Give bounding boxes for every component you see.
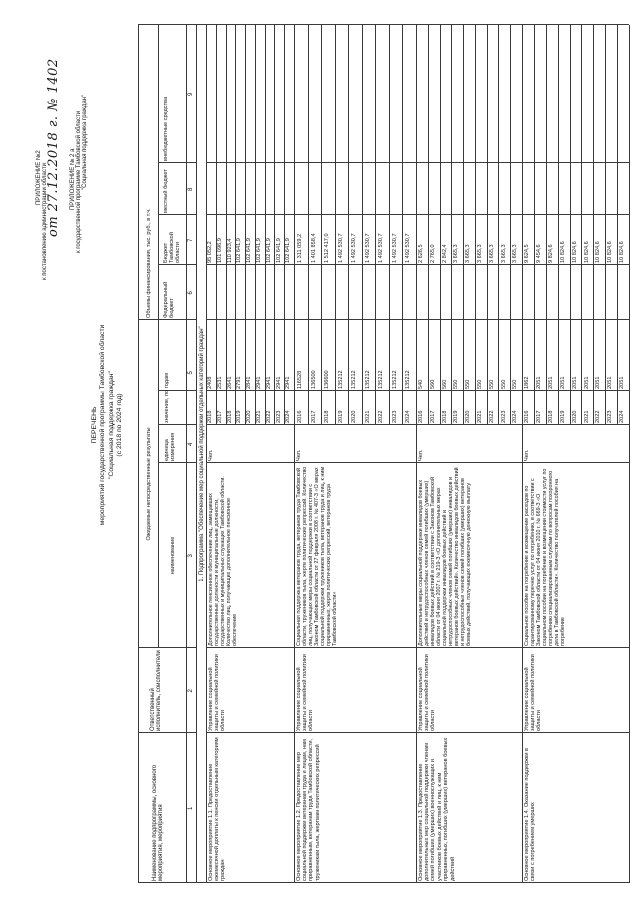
regional-budget-cell: 3 665,3 (488, 244, 495, 263)
row-col-sep (416, 214, 522, 215)
measure-unit: Чел. (523, 449, 530, 461)
year-cell: 2023 (607, 410, 614, 423)
value-cell: 2941 (285, 376, 292, 389)
year-rule (265, 25, 266, 425)
year-cell: 2024 (512, 410, 519, 423)
column-number: 4 (188, 442, 194, 446)
regional-budget-cell: 1 492 530,7 (405, 233, 412, 263)
year-cell: 2023 (275, 410, 282, 423)
regional-budget-cell: 10 824,6 (571, 241, 578, 263)
col-header-local: местный бюджет (162, 169, 169, 213)
value-cell: 560 (429, 379, 436, 389)
year-rule (498, 25, 499, 425)
year-cell: 2018 (207, 410, 214, 423)
year-cell: 2021 (583, 410, 590, 423)
year-rule (510, 25, 511, 425)
value-cell: 550 (453, 379, 460, 389)
row-col-sep (416, 462, 522, 463)
table-border-right (138, 24, 629, 25)
year-rule (605, 25, 606, 425)
year-cell: 2022 (265, 410, 272, 423)
row-col-sep (522, 647, 629, 648)
column-number: 9 (188, 92, 194, 96)
value-cell: 550 (512, 379, 519, 389)
year-cell: 2024 (285, 410, 292, 423)
measure-name: Основное мероприятие 1.1. Предоставление ежемесячной доплаты к пенсии отдельным категориям граждан (207, 737, 227, 881)
row-col-sep (522, 214, 629, 215)
regional-budget-cell: 102 641,9 (236, 238, 243, 263)
value-cell: 135212 (364, 370, 371, 389)
year-rule (428, 25, 429, 425)
measure-result: Социальная поддержка ветеранов труда, ветеранов труда Тамбовской области, тружеников тыла, жертв политических репрессий. Количество лиц, получающих меры социальной поддержки в соответствии с Законом Тамбовской области от 27 февраля 2008 г. № 407-З «О мерах социальной поддержки тружеников тыла, ветеранов труда и лиц, к ним приравненных, жертв политических репрессий, ветеранов труда Тамбовской области» (295, 466, 339, 646)
header-group-sep (138, 319, 196, 320)
title-line-1: ПЕРЕЧЕНЬ (91, 406, 98, 444)
col-header-funding: Объемы финансирования, тыс. руб., в т.ч. (145, 208, 152, 318)
regional-budget-cell: 9 454,6 (536, 244, 543, 263)
row-col-sep (206, 424, 294, 425)
regional-budget-cell: 101 096,9 (216, 238, 223, 263)
value-cell: 2641 (226, 376, 233, 389)
value-cell: 2051 (607, 376, 614, 389)
measures-table (138, 25, 629, 883)
year-rule (617, 25, 618, 425)
year-rule (245, 25, 246, 425)
year-cell: 2022 (595, 410, 602, 423)
row-col-sep (416, 264, 522, 265)
header-col-sep-9 (158, 162, 196, 163)
regional-budget-cell: 102 641,9 (255, 238, 262, 263)
row-col-sep (294, 162, 416, 163)
year-cell: 2021 (364, 410, 371, 423)
measure-result: Дополнительные меры социальной поддержки инвалидов боевых действий и нетрудоспособных членов семей погибших (умерших) инвалидов боевых действий в соответствии с Законом Тамбовской области от 04 июня 2007 г. № 219-З «О дополнительных мерах социальной поддержки инвалидов боевых действий и нетрудоспособных членов семей погибших (умерших) инвалидов и ветеранов боевых действий». Количество инвалидов боевых действий и нетрудоспособных членов семей погибших (умерших) ветеранов боевых действий, получающих ежемесячную денежную выплату (417, 467, 473, 646)
year-cell: 2023 (500, 410, 507, 423)
row-col-sep (522, 424, 629, 425)
value-cell: 2408 (207, 376, 214, 389)
value-cell: 2941 (275, 376, 282, 389)
subprogram-title: 1. Подпрограмма "Обеспечение мер социальной поддержки отдельных категорий граждан" (198, 326, 205, 582)
regional-budget-cell: 1 311 059,2 (296, 233, 303, 263)
year-cell: 2017 (310, 410, 317, 423)
col-header-offbudget: внебюджетные средства (162, 96, 169, 161)
year-cell: 2024 (405, 410, 412, 423)
value-cell: 135212 (337, 370, 344, 389)
value-cell: 550 (488, 379, 495, 389)
year-cell: 2022 (488, 410, 495, 423)
year-cell: 2020 (571, 410, 578, 423)
value-cell: 2051 (559, 376, 566, 389)
year-cell: 2017 (536, 410, 543, 423)
year-cell: 2016 (296, 410, 303, 423)
row-col-sep (294, 647, 416, 648)
value-cell: 135212 (391, 370, 398, 389)
header-col-sep-8 (158, 214, 196, 215)
year-cell: 2018 (441, 410, 448, 423)
row-col-sep (522, 462, 629, 463)
regional-budget-cell: 102 641,9 (265, 238, 272, 263)
regional-budget-cell: 10 824,6 (619, 241, 626, 263)
value-cell: 1862 (524, 376, 531, 389)
year-rule (255, 25, 256, 425)
year-rule (440, 25, 441, 425)
regional-budget-cell: 3 665,3 (476, 244, 483, 263)
regional-budget-cell: 10 824,6 (583, 241, 590, 263)
regional-budget-cell: 102 641,9 (275, 238, 282, 263)
year-rule (558, 25, 559, 425)
year-rule (593, 25, 594, 425)
year-cell: 2018 (226, 410, 233, 423)
measure-name: Основное мероприятие 1.2. Предоставление мер социальной поддержки ветеранам труда и лицам, нам приравненным, ветеранам труда Тамбовской области, труженикам тыла, жертвам политических репрессий (295, 738, 321, 881)
value-cell: 136500 (310, 370, 317, 389)
header-col-sep-3 (158, 462, 196, 463)
row-col-sep (416, 732, 522, 733)
row-col-sep (294, 319, 416, 320)
value-cell: 2051 (583, 376, 590, 389)
year-cell: 2020 (246, 410, 253, 423)
value-cell: 2051 (595, 376, 602, 389)
year-rule (308, 25, 309, 425)
regional-budget-cell: 10 824,6 (559, 241, 566, 263)
year-cell: 2019 (337, 410, 344, 423)
year-rule (274, 25, 275, 425)
year-cell: 2024 (619, 410, 626, 423)
year-cell: 2019 (559, 410, 566, 423)
year-cell: 2022 (378, 410, 385, 423)
year-rule (216, 25, 217, 425)
value-cell: 2941 (255, 376, 262, 389)
value-cell: 135212 (378, 370, 385, 389)
row-col-sep (294, 462, 416, 463)
measure-name: Основное мероприятие 1.4. Оказание поддержки в связи с погребением умерших (523, 747, 536, 881)
year-rule (235, 25, 236, 425)
year-cell: 2017 (429, 410, 436, 423)
row-col-sep (522, 390, 629, 391)
year-rule (546, 25, 547, 425)
regional-budget-cell: 1 492 530,7 (378, 233, 385, 263)
year-cell: 2021 (476, 410, 483, 423)
col-header-regional: Бюджет Тамбовской области (162, 232, 182, 263)
year-rule (475, 25, 476, 425)
row-col-sep (416, 647, 522, 648)
header-col-sep-2 (138, 647, 196, 648)
regional-budget-cell: 102 641,9 (246, 238, 253, 263)
row-col-sep (294, 390, 416, 391)
row-col-sep (206, 319, 294, 320)
year-rule (321, 25, 322, 425)
year-cell: 2020 (465, 410, 472, 423)
year-cell: 2017 (216, 410, 223, 423)
measure-name: Основное мероприятие 1.3. Предоставление дополнительных мер социальной поддержки членам семей погибших (умерших) военнослужащих и участников боевых действий и лиц, к ним приравненных, погибших (умерших) ветеранов боевых действий (417, 737, 456, 881)
attachment-label: ПРИЛОЖЕНИЕ №2 (36, 150, 42, 205)
prev-attachment-label: ПРИЛОЖЕНИЕ № 2 а (70, 148, 76, 210)
measure-result: Социальное пособие на погребение и возмещение расходов по гарантированному перечню услуг по погребению, в соответствии с Законом Тамбовской области от 04 июня 2010 г. № 669-З «О социальном пособии на погребение и возмещении стоимости услуг по погребению специализированным службам по вопросам похоронного дела в Тамбовской области». Количество получателей пособия на погребение (523, 468, 567, 646)
year-rule (348, 25, 349, 425)
regional-budget-cell: 1 401 858,4 (310, 233, 317, 263)
regional-budget-cell: 95 052,2 (207, 241, 214, 263)
header-col-sep-4 (158, 424, 196, 425)
regional-budget-cell: 10 824,6 (595, 241, 602, 263)
value-cell: 2051 (536, 376, 543, 389)
column-number: 7 (188, 238, 194, 242)
row-col-sep (522, 162, 629, 163)
regional-budget-cell: 110 923,4 (226, 238, 233, 263)
regional-budget-cell: 1 512 417,0 (324, 233, 331, 263)
year-cell: 2019 (453, 410, 460, 423)
measure-unit: Чел. (295, 449, 302, 461)
col-header-name: Наименование подпрограммы, основного мероприятия, мероприятия (151, 764, 164, 881)
prev-attachment-to: к государственной программе Тамбовской области (76, 110, 82, 253)
year-cell: 2020 (351, 410, 358, 423)
title-line-3: "Социальная поддержка граждан" (107, 371, 115, 479)
row-col-sep (294, 732, 416, 733)
row-col-sep (416, 424, 522, 425)
year-rule (581, 25, 582, 425)
row-col-sep (206, 647, 294, 648)
year-rule (463, 25, 464, 425)
row-col-sep (522, 732, 629, 733)
table-border-left (138, 882, 629, 883)
row-col-sep (206, 264, 294, 265)
row-col-sep (294, 264, 416, 265)
year-cell: 2016 (418, 410, 425, 423)
title-line-2: мероприятий государственной программы Тамбовской области (99, 324, 107, 526)
year-cell: 2016 (524, 410, 531, 423)
handwritten-date: от 27.12.2018 г. № 1402 (46, 58, 61, 237)
row-col-sep (416, 162, 522, 163)
regional-budget-cell: 3 665,3 (453, 244, 460, 263)
column-number: 1 (188, 806, 194, 810)
column-number: 8 (188, 187, 194, 191)
measure-executor: Управление социальной защиты и семейной политики области (207, 654, 227, 731)
col-header-res-value: значение, по годам (163, 373, 170, 423)
value-cell: 560 (441, 379, 448, 389)
year-rule (362, 25, 363, 425)
value-cell: 2841 (246, 376, 253, 389)
regional-budget-cell: 2 842,4 (441, 244, 448, 263)
header-col-sep-7 (158, 264, 196, 265)
row-col-sep (522, 319, 629, 320)
year-cell: 2021 (255, 410, 262, 423)
regional-budget-cell: 102 641,9 (285, 238, 292, 263)
year-cell: 2018 (324, 410, 331, 423)
value-cell: 2051 (571, 376, 578, 389)
column-number: 5 (188, 371, 194, 375)
col-header-res-unit: единица измерения (163, 432, 176, 461)
row-col-sep (522, 264, 629, 265)
regional-budget-cell: 2 626,5 (418, 244, 425, 263)
regional-budget-cell: 1 492 530,7 (364, 233, 371, 263)
value-cell: 550 (476, 379, 483, 389)
measure-executor: Управление социальной защиты и семейной политики области (295, 654, 315, 731)
prev-attachment-program: "Социальная поддержка граждан" (82, 94, 88, 190)
row-col-sep (206, 390, 294, 391)
title-line-4: (с 2018 по 2024 год) (115, 393, 123, 457)
year-rule (389, 25, 390, 425)
col-header-federal: Федеральный бюджет (162, 281, 175, 318)
value-cell: 2941 (265, 376, 272, 389)
regional-budget-cell: 3 665,3 (465, 244, 472, 263)
row-col-sep (206, 162, 294, 163)
regional-budget-cell: 3 665,3 (500, 244, 507, 263)
value-cell: 2531 (216, 376, 223, 389)
value-cell: 136600 (324, 370, 331, 389)
header-col-sep-1 (138, 732, 196, 733)
row-rule (629, 25, 630, 883)
column-number: 3 (188, 554, 194, 558)
row-col-sep (206, 732, 294, 733)
value-cell: 2791 (236, 376, 243, 389)
regional-budget-cell: 10 824,6 (607, 241, 614, 263)
year-rule (284, 25, 285, 425)
value-cell: 2051 (547, 376, 554, 389)
row-col-sep (206, 214, 294, 215)
year-cell: 2023 (391, 410, 398, 423)
row-col-sep (294, 424, 416, 425)
row-col-sep (416, 319, 522, 320)
regional-budget-cell: 3 665,3 (512, 244, 519, 263)
row-col-sep (416, 390, 522, 391)
col-header-res-name: наименование (169, 536, 176, 575)
year-cell: 2019 (236, 410, 243, 423)
value-cell: 116528 (296, 370, 303, 389)
column-number: 6 (188, 291, 194, 295)
year-rule (226, 25, 227, 425)
value-cell: 540 (418, 379, 425, 389)
measure-executor: Управление социальной защиты и семейной политики области (523, 654, 543, 731)
attachment-to: к постановлению администрации области (42, 163, 48, 280)
year-cell: 2018 (547, 410, 554, 423)
year-rule (534, 25, 535, 425)
year-rule (375, 25, 376, 425)
year-rule (487, 25, 488, 425)
regional-budget-cell: 2 765,0 (429, 244, 436, 263)
measure-result: Дополнительное пенсионное обеспечение лиц, замещавших государственные должности и муниципальные должности, государственных и муниципальных служащих Тамбовской области. Количество лиц, получающих дополнительное пенсионное обеспечение (207, 476, 238, 646)
year-rule (335, 25, 336, 425)
value-cell: 2051 (619, 376, 626, 389)
regional-budget-cell: 1 492 530,7 (351, 233, 358, 263)
regional-budget-cell: 9 824,6 (547, 244, 554, 263)
regional-budget-cell: 9 624,5 (524, 244, 531, 263)
value-cell: 550 (465, 379, 472, 389)
year-rule (570, 25, 571, 425)
year-rule (402, 25, 403, 425)
column-number: 2 (188, 689, 194, 693)
regional-budget-cell: 1 492 530,7 (391, 233, 398, 263)
regional-budget-cell: 1 492 530,7 (337, 233, 344, 263)
measure-unit: Чел. (417, 449, 424, 461)
measure-unit: Чел. (207, 449, 214, 461)
row-col-sep (294, 214, 416, 215)
value-cell: 135212 (405, 370, 412, 389)
measure-executor: Управление социальной защиты и семейной политики области (417, 654, 437, 731)
value-cell: 550 (500, 379, 507, 389)
value-cell: 135212 (351, 370, 358, 389)
row-col-sep (206, 462, 294, 463)
year-rule (451, 25, 452, 425)
document-title (92, 305, 125, 545)
col-header-executor: Ответственный исполнитель, соисполнители (149, 650, 162, 731)
col-header-results: Ожидаемые непосредственные результаты (145, 427, 152, 541)
